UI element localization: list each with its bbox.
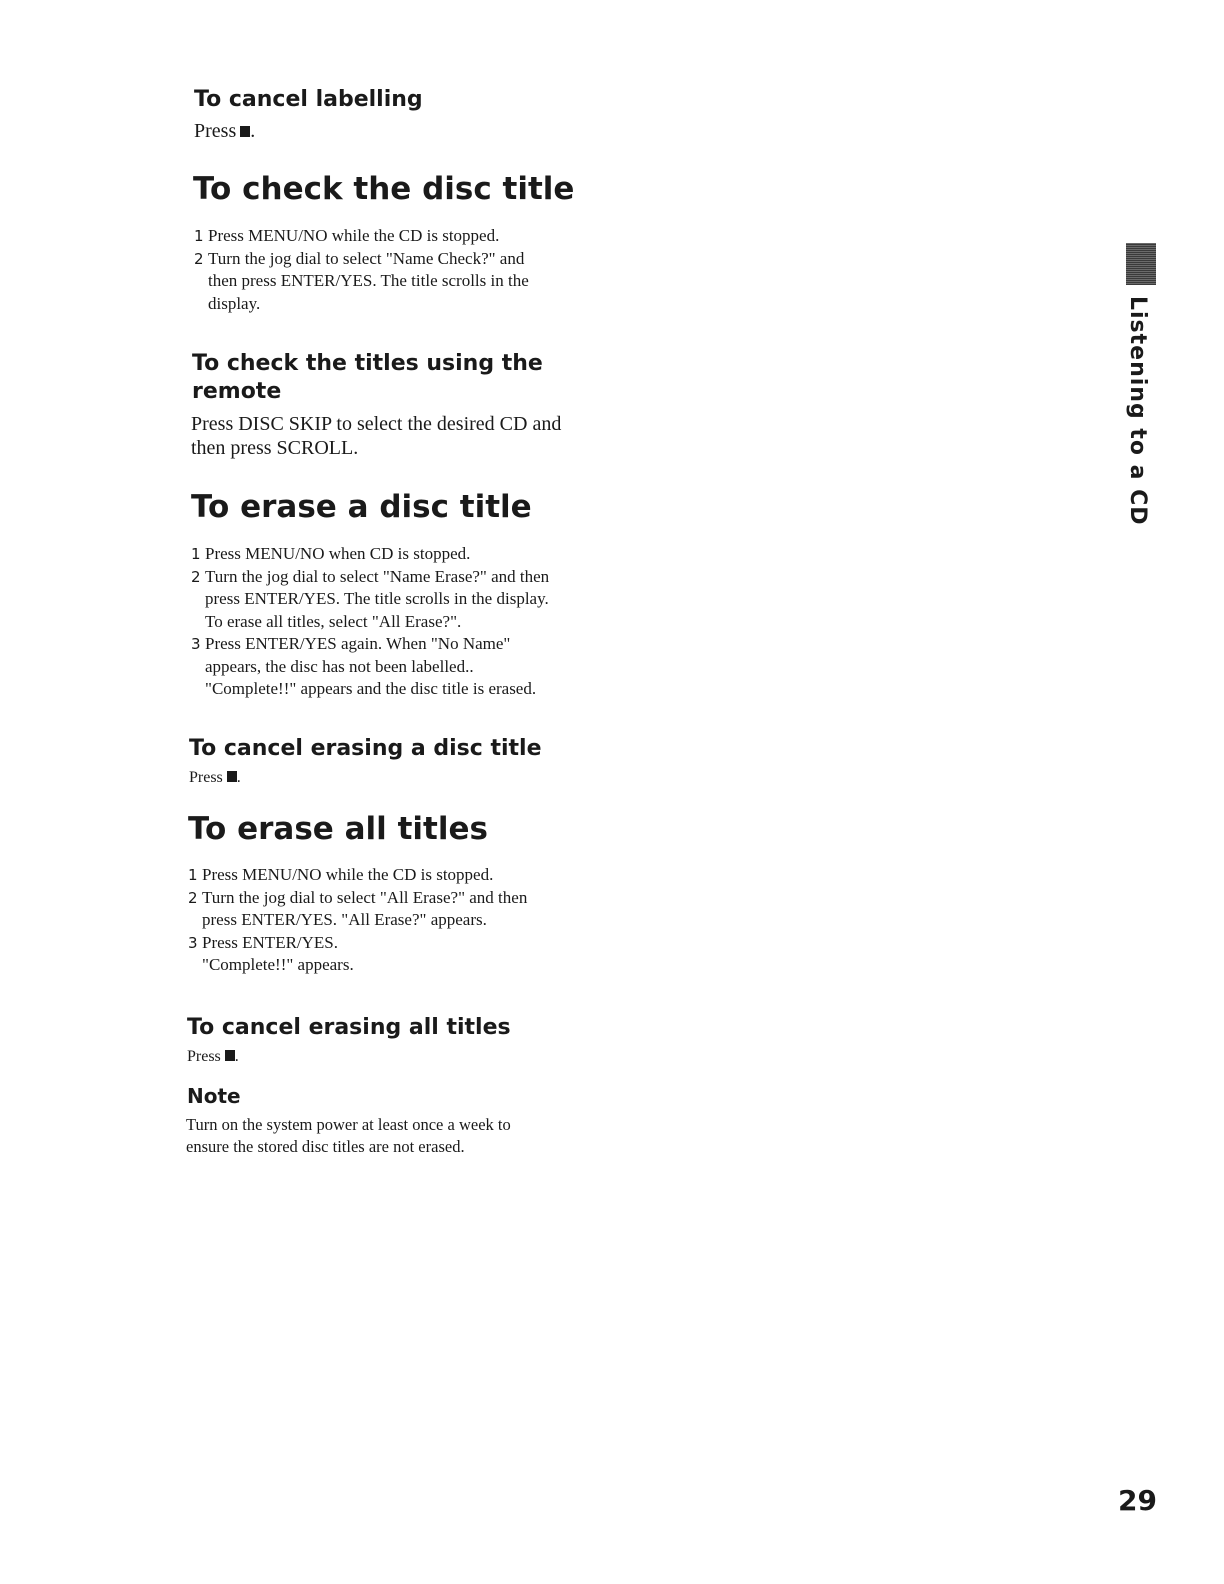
- step-item: 2 Turn the jog dial to select "Name Erase?" and then: [191, 566, 550, 586]
- erase-disc-title-heading: To erase a disc title: [191, 489, 532, 525]
- step-continuation: display.: [208, 293, 261, 313]
- press-text: Press: [194, 120, 237, 142]
- step-item: 1 Press MENU/NO while the CD is stopped.: [188, 865, 494, 884]
- check-remote-heading: To check the titles using the remote: [192, 351, 543, 404]
- erase-all-titles-steps: [188, 864, 527, 977]
- cancel-erasing-title-text: Press .: [189, 769, 241, 786]
- step-continuation: press ENTER/YES. "All Erase?" appears.: [202, 910, 487, 929]
- cancel-erasing-all-heading: To cancel erasing all titles: [187, 1015, 511, 1040]
- step-continuation: To erase all titles, select "All Erase?".: [205, 611, 462, 631]
- check-disc-title-heading: To check the disc title: [193, 171, 575, 207]
- cancel-erasing-title-heading: To cancel erasing a disc title: [189, 736, 542, 761]
- step-item: 3 Press ENTER/YES.: [188, 932, 338, 952]
- erase-disc-title-steps: [191, 543, 549, 701]
- step-item: 2 Turn the jog dial to select "Name Check?" and: [194, 248, 525, 268]
- stop-icon: [240, 126, 250, 137]
- stop-icon: [225, 1050, 235, 1061]
- step-continuation: press ENTER/YES. The title scrolls in the display.: [205, 589, 549, 608]
- section-tab-label: Listening to a CD: [1125, 296, 1150, 526]
- check-remote-text: Press DISC SKIP to select the desired CD and then press SCROLL.: [191, 413, 562, 459]
- stop-icon: [227, 771, 237, 782]
- cancel-erasing-all-text: Press .: [187, 1048, 239, 1065]
- step-continuation: "Complete!!" appears.: [202, 955, 354, 974]
- step-item: 1 Press MENU/NO while the CD is stopped.: [194, 226, 500, 245]
- page-number: 29: [1118, 1484, 1157, 1517]
- step-continuation: then press ENTER/YES. The title scrolls in the: [208, 271, 529, 290]
- cancel-labelling-text: Press .: [194, 120, 256, 142]
- erase-all-titles-heading: To erase all titles: [188, 811, 488, 847]
- step-continuation: "Complete!!" appears and the disc title is erased.: [205, 679, 537, 698]
- step-item: 3 Press ENTER/YES again. When "No Name": [191, 634, 511, 653]
- note-text: Turn on the system power at least once a week to ensure the stored disc titles are not erased.: [186, 1115, 511, 1156]
- cancel-labelling-heading: To cancel labelling: [194, 87, 423, 112]
- step-item: 1 Press MENU/NO when CD is stopped.: [191, 544, 471, 563]
- check-disc-title-steps: [194, 225, 529, 315]
- note-heading: Note: [187, 1084, 241, 1108]
- press-text: Press: [189, 769, 223, 786]
- step-continuation: appears, the disc has not been labelled..: [205, 656, 474, 676]
- press-text: Press: [187, 1048, 221, 1065]
- step-item: 2 Turn the jog dial to select "All Erase?" and then: [188, 887, 528, 907]
- section-tab-marker: [1126, 243, 1156, 285]
